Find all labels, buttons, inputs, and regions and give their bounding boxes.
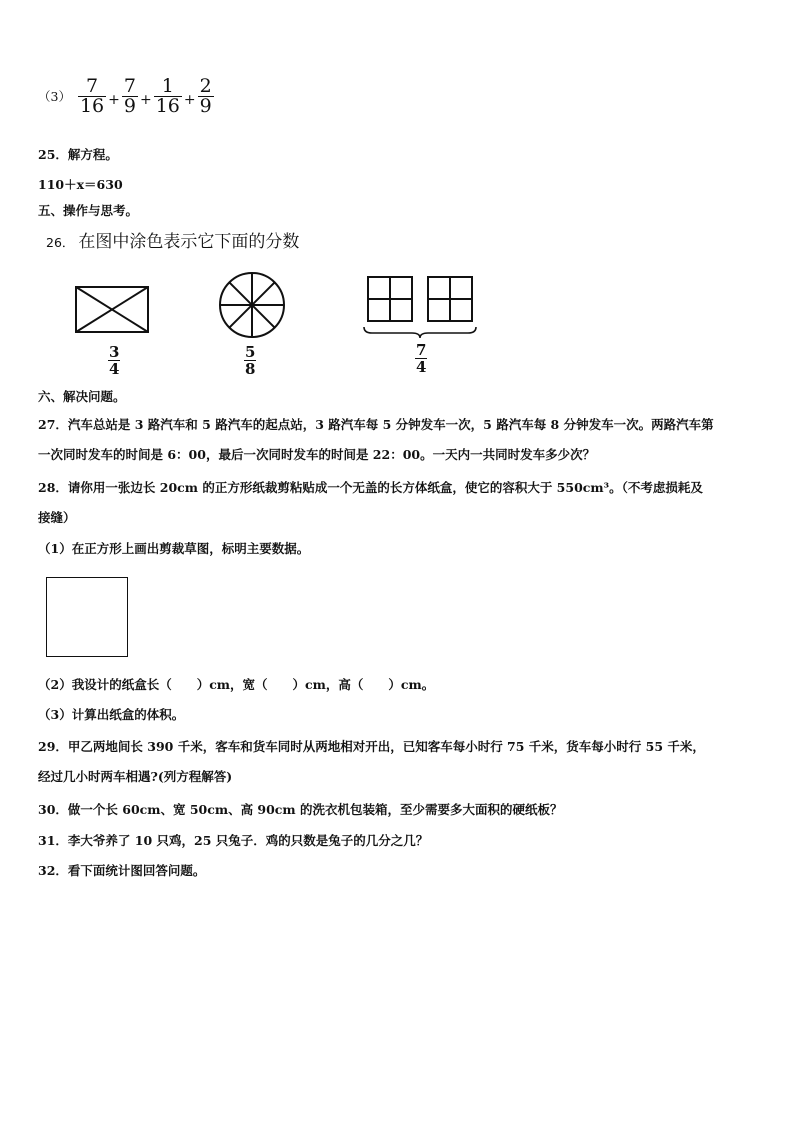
question-27-line-2: 一次同时发车的时间是 6：00，最后一次同时发车的时间是 22：00。一天内一共同时发车多少次？ <box>38 447 596 462</box>
question-29-line-1: 29．甲乙两地间长 390 千米，客车和货车同时从两地相对开出，已知客车每小时行 75 千米，货车每小时行 55 千米， <box>38 739 705 754</box>
blank-square-drawing-area <box>46 577 128 657</box>
fraction: $\frac{7}{16}$ <box>79 74 105 117</box>
plus-sign: + <box>183 92 196 108</box>
section-6-heading: 六、解决问题。 <box>38 389 126 404</box>
plus-sign: + <box>139 92 152 108</box>
fraction-expression <box>38 74 215 118</box>
question-25-title: 25．解方程。 <box>38 147 118 162</box>
shapes-drawing <box>60 266 500 384</box>
question-27-line-1: 27．汽车总站是 3 路汽车和 5 路汽车的起点站，3 路汽车每 5 分钟发车一次，5 路汽车每 8 分钟发车一次。两路汽车第 <box>38 417 714 432</box>
fraction: $\frac{1}{16}$ <box>155 74 180 117</box>
question-28-part-2: （2）我设计的纸盒长（ ）cm，宽（ ）cm，高（ ）cm。 <box>38 677 435 692</box>
question-26 <box>46 230 299 255</box>
question-32: 32．看下面统计图回答问题。 <box>38 863 206 878</box>
question-29-line-2: 经过几小时两车相遇?(列方程解答) <box>38 769 233 784</box>
plus-sign: + <box>108 92 120 108</box>
question-30: 30．做一个长 60cm、宽 50cm、高 90cm 的洗衣机包装箱，至少需要多大面积的硬纸板？ <box>38 802 563 817</box>
question-26-text: 在图中涂色表示它下面的分数 <box>78 232 300 252</box>
fraction-shading-figure <box>60 266 500 384</box>
fraction-label: 5 8 <box>245 343 256 378</box>
sub-question-label: （3） <box>38 89 71 104</box>
brace <box>364 327 476 338</box>
fraction: $\frac{2}{9}$ <box>199 74 212 117</box>
question-28-part-1: （1）在正方形上画出剪裁草图，标明主要数据。 <box>38 541 310 556</box>
question-28-line-2: 接缝） <box>38 510 76 525</box>
question-28-line-1: 28．请你用一张边长 20cm 的正方形纸裁剪粘贴成一个无盖的长方体纸盒，使它的容积大于 550cm³。（不考虑损耗及 <box>38 480 703 495</box>
fraction: $\frac{7}{9}$ <box>123 74 136 117</box>
fraction-label: 7 4 <box>416 341 427 376</box>
section-5-heading: 五、操作与思考。 <box>38 203 139 218</box>
question-31: 31．李大爷养了 10 只鸡，25 只兔子．鸡的只数是兔子的几分之几？ <box>38 833 429 848</box>
question-26-number: 26． <box>46 235 75 250</box>
fraction-label: 3 4 <box>109 343 120 378</box>
question-25-equation: 110＋x＝630 <box>38 177 123 192</box>
question-28-part-3: （3）计算出纸盒的体积。 <box>38 707 185 722</box>
